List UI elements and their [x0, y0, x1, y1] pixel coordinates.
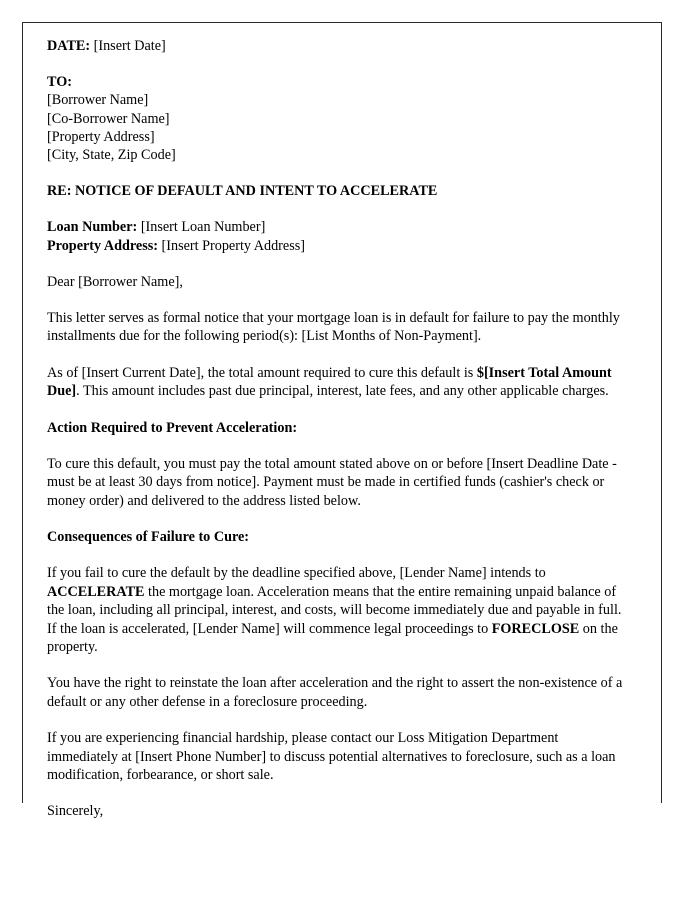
paragraph-reinstatement-rights: You have the right to reinstate the loan after acceleration and the right to assert the non-existence of a default or any other defense in a foreclosure proceeding. — [47, 675, 623, 710]
recipient-line-property-address: [Property Address] — [47, 128, 155, 145]
closing: Sincerely, — [47, 803, 104, 820]
property-address-label: Property Address: — [47, 237, 158, 254]
loan-number-label: Loan Number: — [47, 219, 138, 236]
paragraph-cure-instructions: To cure this default, you must pay the total amount stated above on or before [Insert Deadline Date - must be at least 30 days from notice]. Payment must be made in certified funds (cashier's check or money order) and delivered to the address listed below. — [47, 455, 617, 509]
salutation: Dear [Borrower Name], — [47, 273, 183, 290]
date-line — [47, 37, 631, 55]
heading-consequences: Consequences of Failure to Cure: — [47, 529, 250, 546]
recipient-line-co-borrower: [Co-Borrower Name] — [47, 110, 170, 127]
foreclose-emphasis: FORECLOSE — [491, 620, 580, 637]
acceleration-text-2: the mortgage loan. Acceleration means that the entire remaining unpaid balance of the loan, including all principal, interest, and costs, will become immediately due and payable in full. If the loan is accelerated, [Lender Name] will commence legal proceedings to — [47, 583, 622, 637]
date-label: DATE: — [47, 38, 91, 54]
acceleration-text-1: If you fail to cure the default by the deadline specified above, [Lender Name] intends to — [47, 565, 546, 582]
property-address-line — [47, 237, 631, 255]
paragraph-amount-due — [47, 364, 631, 401]
subject-line: RE: NOTICE OF DEFAULT AND INTENT TO ACCELERATE — [47, 183, 438, 200]
date-block — [47, 37, 631, 55]
loan-number-value: [Insert Loan Number] — [140, 219, 266, 236]
heading-action-required: Action Required to Prevent Acceleration: — [47, 419, 298, 436]
amount-due-value: $[Insert Total Amount Due] — [47, 364, 612, 400]
loan-number-line — [47, 218, 631, 236]
paragraph-default-notice: This letter serves as formal notice that your mortgage loan is in default for failure to pay the monthly installments due for the following period(s): [List Months of Non-Payment]. — [47, 310, 620, 345]
document-body — [47, 37, 631, 821]
paragraph-hardship-assistance: If you are experiencing financial hardship, please contact our Loss Mitigation Department immediately at [Insert Phone Number] to discuss potential alternatives to foreclosure, such as a loan modification, forbearance, or short sale. — [47, 730, 616, 783]
amount-due-text-after: . This amount includes past due principal, interest, late fees, and any other applicable charges. — [76, 383, 609, 400]
document-page — [22, 22, 662, 820]
amount-due-text-before: As of [Insert Current Date], the total amount required to cure this default is — [47, 364, 477, 381]
recipient-line-borrower: [Borrower Name] — [47, 92, 149, 109]
loan-details-block — [47, 218, 631, 254]
property-address-value: [Insert Property Address] — [161, 237, 305, 254]
date-value: [Insert Date] — [93, 38, 166, 54]
paragraph-acceleration — [47, 564, 631, 656]
recipient-line-city-state-zip: [City, State, Zip Code] — [47, 147, 176, 164]
accelerate-emphasis: ACCELERATE — [47, 583, 145, 600]
recipient-block — [47, 73, 631, 164]
to-label: TO: — [47, 74, 72, 91]
acceleration-text-3: on the property. — [47, 620, 618, 655]
